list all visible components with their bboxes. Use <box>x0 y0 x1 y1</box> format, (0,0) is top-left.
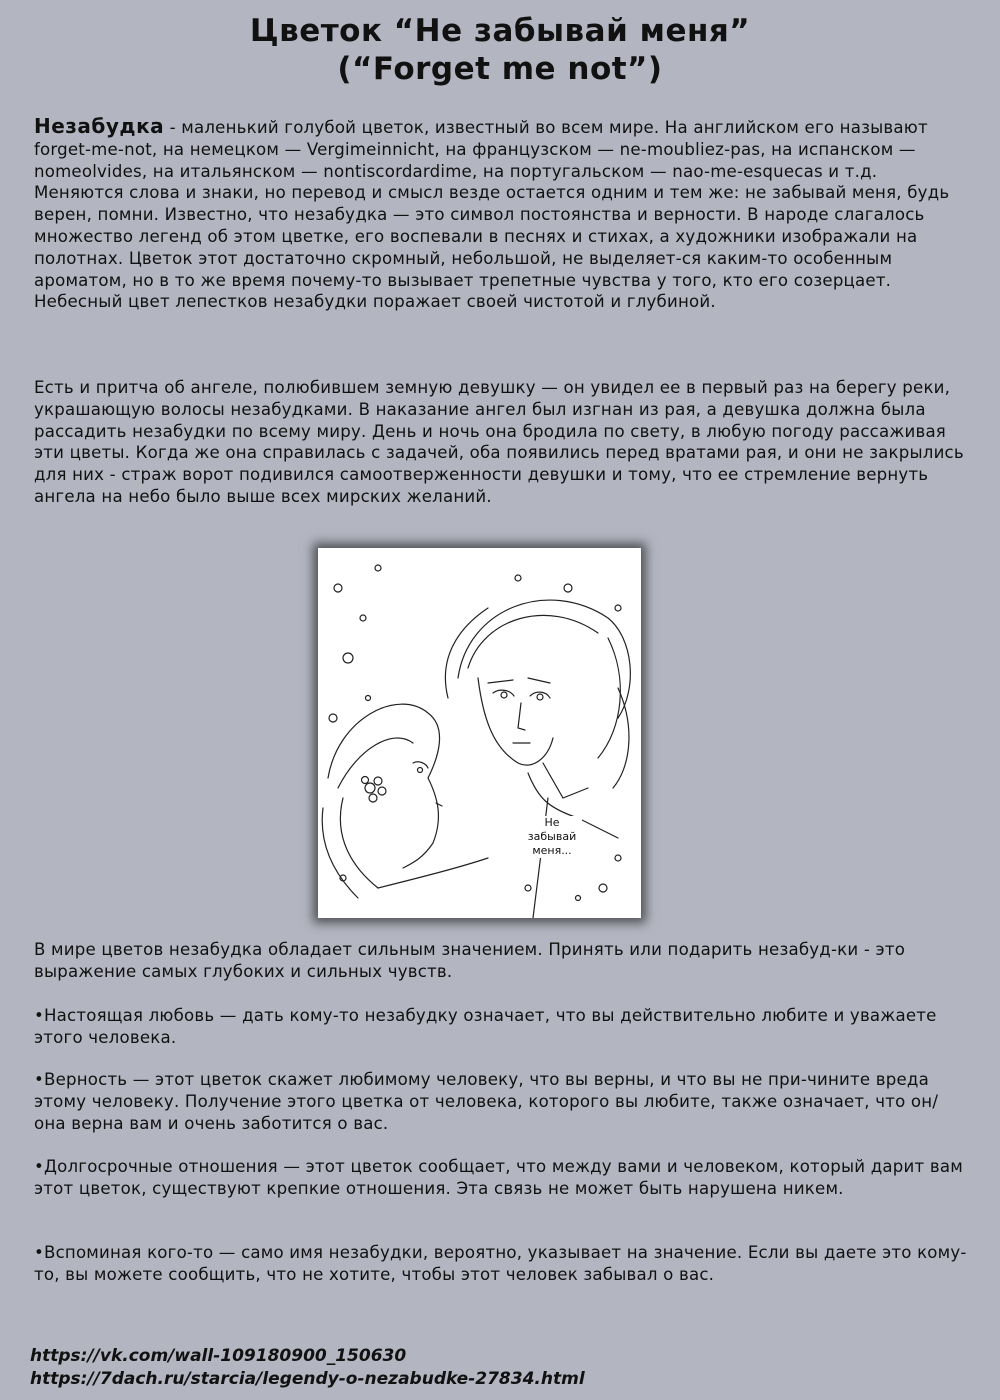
intro-paragraph <box>34 116 969 313</box>
title-russian: Цветок “Не забывай меня” <box>249 13 751 49</box>
intro-text: - маленький голубой цветок, известный во всем мире. На английском его называют forget-me-not, на немецком — Vergimeinnicht, на французском — ne-moubliez-pas, на испанском — nomeolvides, на итальянском — nontiscordardime, на португальском — nao-me-esquecas и т.д. Меняются слова и знаки, но перевод и смысл везде остается одним и тем же: не забывай меня, будь верен, помни. Известно, что незабудка — это символ постоянства и верности. В народе слагалось множество легенд об этом цветке, его воспевали в песнях и стихах, а художники изображали на полотнах. Цветок этот достаточно скромный, небольшой, не выделяет-ся каким-то особенным ароматом, но в то же время почему-то вызывает трепетные чувства у того, кто его созерцает. Небесный цвет лепестков незабудки поражает своей чистотой и глубиной. <box>34 118 950 312</box>
manga-illustration <box>318 548 641 918</box>
source-link[interactable]: https://vk.com/wall-109180900_150630 <box>30 1346 407 1366</box>
intro-term: Незабудка <box>34 114 165 138</box>
source-link[interactable]: https://7dach.ru/starcia/legendy-o-nezabudke-27834.html <box>30 1369 585 1389</box>
legend-paragraph: Есть и притча об ангеле, полюбившем земную девушку — он увидел ее в первый раз на берегу реки, украшающую волосы незабудками. В наказание ангел был изгнан из рая, а девушка должна была рассадить незабудки по всему миру. День и ночь она бродила по свету, в любую погоду рассаживая эти цветы. Когда же она справилась с задачей, оба появились перед вратами рая, и они не закрылись для них - страж ворот подивился самоотверженности девушки и тому, что ее стремление вернуть ангела на небо было выше всех мирских желаний. <box>34 378 964 506</box>
illustration-drawing <box>318 548 641 918</box>
bullet-long-term: •Долгосрочные отношения — этот цветок сообщает, что между вами и человеком, который дарит вам этот цветок, существуют крепкие отношения. Эта связь не может быть нарушена никем. <box>34 1157 963 1198</box>
meaning-paragraph: В мире цветов незабудка обладает сильным значением. Принять или подарить незабуд-ки - это выражение самых глубоких и сильных чувств. <box>34 940 906 981</box>
page-title <box>0 12 1000 88</box>
bullet-loyalty: •Верность — этот цветок скажет любимому человеку, что вы верны, и что вы не при-чините вреда этому человеку. Получение этого цветка от человека, которого вы любите, также означает, что он/она верна вам и очень заботится о вас. <box>34 1070 939 1133</box>
sources <box>30 1345 585 1391</box>
illustration-caption: Не забывай меня... <box>522 816 582 858</box>
title-english: (“Forget me not”) <box>337 51 663 87</box>
bullet-true-love: •Настоящая любовь — дать кому-то незабудку означает, что вы действительно любите и уважаете этого человека. <box>34 1006 937 1047</box>
bullet-remembering: •Вспоминая кого-то — само имя незабудки, вероятно, указывает на значение. Если вы даете это кому-то, вы можете сообщить, что не хотите, чтобы этот человек забывал о вас. <box>34 1243 967 1284</box>
